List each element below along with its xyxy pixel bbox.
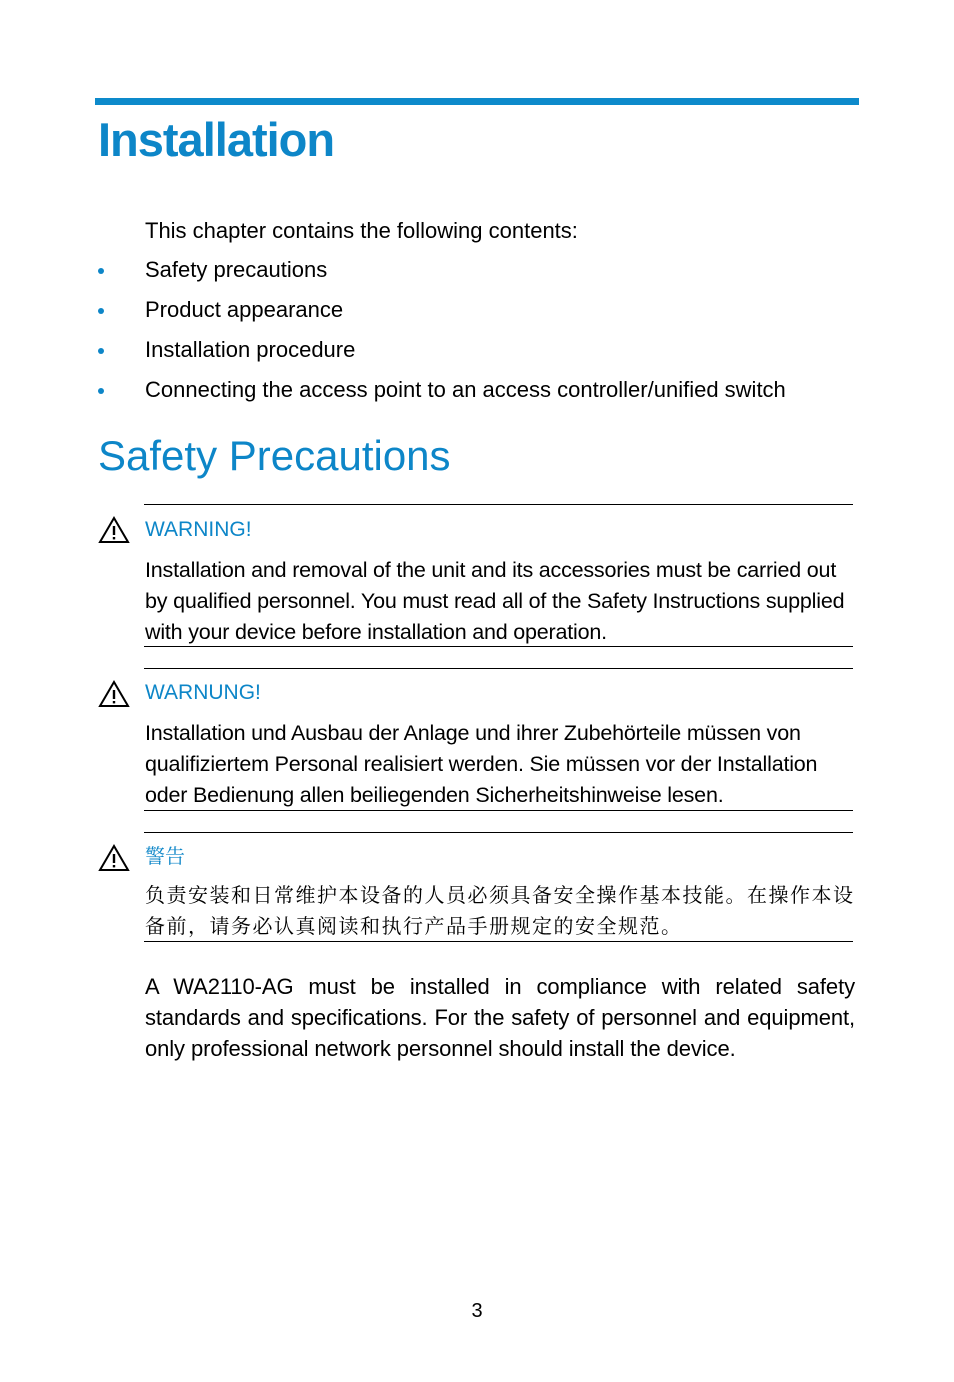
warning-triangle-icon	[98, 516, 130, 544]
bullet-icon	[98, 268, 104, 274]
notice-top-rule	[144, 668, 853, 669]
bullet-icon	[98, 308, 104, 314]
notice-bottom-rule	[144, 941, 853, 942]
notice-text: Installation und Ausbau der Anlage und ihrer Zubehörteile müssen von qualifiziertem Personal realisiert werden. Sie müssen vor der Installation oder Bedienung allen beiliegenden Sicherheitshinweise lesen.	[145, 721, 818, 807]
notice-text: Installation and removal of the unit and its accessories must be carried out by qualified personnel. You must read all of the Safety Instructions supplied with your device before installation and operation.	[145, 558, 845, 644]
chapter-top-rule	[95, 98, 859, 105]
warning-triangle-icon	[98, 680, 130, 708]
notice-top-rule	[144, 832, 853, 833]
notice-label: WARNUNG!	[145, 681, 261, 704]
notice-top-rule	[144, 504, 853, 505]
notice-label: 警告	[145, 844, 185, 868]
bullet-icon	[98, 388, 104, 394]
list-item-text: Product appearance	[145, 297, 344, 322]
page-number: 3	[471, 1300, 483, 1322]
list-item-text: Connecting the access point to an access controller/unified switch	[145, 377, 786, 402]
list-item-text: Installation procedure	[145, 337, 356, 362]
warning-notice-zh	[96, 832, 853, 944]
notice-text: 负责安装和日常维护本设备的人员必须具备安全操作基本技能。在操作本设备前，请务必认真阅读和执行产品手册规定的安全规范。	[145, 883, 855, 938]
section-title: Safety Precautions	[98, 432, 451, 479]
notice-bottom-rule	[144, 646, 853, 647]
chapter-intro: This chapter contains the following contents:	[145, 218, 578, 243]
warning-notice-de	[96, 668, 853, 813]
list-item-text: Safety precautions	[145, 257, 328, 282]
bullet-icon	[98, 348, 104, 354]
notice-bottom-rule	[144, 810, 853, 811]
warning-notice-en	[96, 504, 853, 649]
body-paragraph: A WA2110-AG must be installed in compliance with related safety standards and specifications. For the safety of personnel and equipment, only professional network personnel should install the device.	[145, 974, 855, 1061]
notice-label: WARNING!	[145, 518, 252, 541]
warning-triangle-icon	[98, 844, 130, 872]
chapter-title: Installation	[98, 113, 335, 166]
